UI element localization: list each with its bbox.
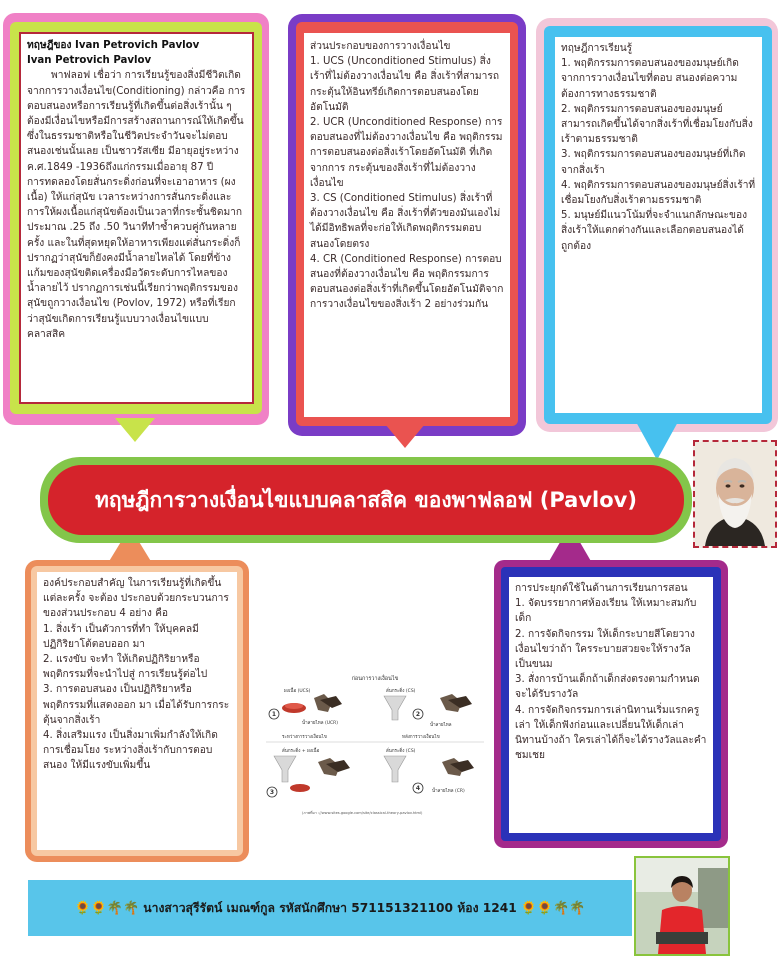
box4-item: 1. สิ่งเร้า เป็นตัวการที่ทำ ให้บุคคลมีปฏิกิริยาโต้ตอบออก มา [43, 623, 199, 650]
box3-item: 4. พฤติกรรมการตอบสนองของมนุษย์สิ่งเร้าที่เชื่อมโยงกับสิ่งเร้าตามธรรมชาติ [561, 179, 756, 207]
svg-text:4: 4 [415, 785, 421, 792]
diagram-panel-1 [269, 687, 342, 726]
box3-intro: ทฤษฎีการเรียนรู้ [561, 43, 633, 54]
student-photo [634, 856, 730, 956]
box5-item: 3. สั่งการบ้านเด็กถ้าเด็กส่งตรงตามกำหนดจะได้รับรางวัล [515, 674, 700, 701]
box3-learning-theory [555, 37, 762, 413]
student-photo-illustration [636, 858, 728, 954]
sunflower-palm-icons-right: 🌻🌻🌴🌴 [520, 900, 586, 916]
diagram-header: ก่อนการวางเงื่อนไข [351, 676, 399, 682]
box3-item: 2. พฤติกรรมการตอบสนองของมนุษย์สามารถเกิดขึ้นได้จากสิ่งเร้าที่เชื่อมโยงกับสิ่งเร้าตามธรรมชาติ [561, 103, 753, 146]
svg-text:3: 3 [269, 789, 275, 796]
box2-intro: ส่วนประกอบของการวางเงื่อนไข [310, 41, 451, 52]
diagram-panel-2 [384, 687, 472, 728]
box2-item: 2. UCR (Unconditioned Response) การตอบสนองที่ไม่ต้องวางเงื่อนไข คือ พฤติกรรมการตอบสนองต่อสิ่งเร้าโดยอัตโนมัติ ที่เกิดจากการ กระตุ้นของสิ่งเร้าที่ไม่ต้องวางเงื่อนไข [310, 117, 503, 189]
diagram-source: (ภาพที่มา ://www.sites.google.com/site/classical-theory-pavlov.html) [302, 811, 423, 815]
box3-item: 5. มนุษย์มีแนวโน้มที่จะจำแนกลักษณะของสิ่งเร้าให้แตกต่างกันและเลือกตอบสนองได้ถูกต้อง [561, 210, 748, 252]
diagram-sub-right: หลังการวางเงื่อนไข [402, 735, 440, 740]
diagram-label-ucr: น้ำลายไหล (UCR) [302, 721, 339, 726]
box1-pointer [115, 418, 155, 442]
diagram-label-ucs: ผงเนื้อ (UCS) [284, 689, 311, 694]
box3-pointer [635, 420, 679, 460]
box5-item: 4. การจัดกิจกรรมการเล่านิทานเริ่มแรกครูเล่า ให้เด็กฟังก่อนและเปลี่ยนให้เด็กเล่านิทานบ้างถ้า ใครเล่าได้ก็จะได้รางวัลและคำชมเชย [515, 704, 707, 762]
box4-item: 4. สิ่งเสริมแรง เป็นสิ่งมาเพิ่มกำลังให้เกิดการเชื่อมโยง ระหว่างสิ่งเร้ากับการตอบสนอง ให้มีแรงขับเพิ่มขึ้น [43, 730, 218, 772]
sunflower-palm-icons-left: 🌻🌻🌴🌴 [74, 900, 140, 916]
svg-text:1: 1 [271, 711, 277, 718]
diagram-label-cr2: น้ำลายไหล [430, 723, 452, 728]
diagram-label-cs: สั่นกระดิ่ง (CS) [386, 689, 416, 694]
box5-teaching-application [509, 577, 713, 833]
diagram-panel-3 [267, 747, 350, 797]
box1-line-b: Ivan Petrovich Pavlov [27, 55, 152, 67]
box3-item: 1. พฤติกรรมการตอบสนองของมนุษย์เกิดจากการวางเงื่อนไขที่ตอบ สนองต่อความต้องการทางธรรมชาติ [561, 58, 739, 100]
box5-item: 2. การจัดกิจกรรม ให้เด็กระบายสีโดยวางเงื่อนไขว่าถ้า ใครระบายสวยจะให้รางวัลเป็นขนม [515, 628, 695, 671]
diagram-label-cs-ucs: สั่นกระดิ่ง + ผงเนื้อ [282, 749, 320, 754]
box2-item: 4. CR (Conditioned Response) การตอบสนองที่ต้องวางเงื่อนไข คือ พฤติกรรมการตอบสนองต่อสิ่งเร้าที่เกิดขึ้นโดยอัตโนมัติจาก การวางเงื่อนไขของสิ่งเร้า 2 อย่างร่วมกัน [310, 253, 504, 311]
box2-item: 3. CS (Conditioned Stimulus) สิ่งเร้าที่ต้องวางเงื่อนไข คือ สิ่งเร้าที่ตัวของมันเองไม่ได้มีอิทธิพลที่จะก่อให้เกิดพฤติกรรมตอบสนองโดยตรง [310, 193, 501, 250]
conditioning-diagram-svg [262, 672, 488, 822]
box4-item: 3. การตอบสนอง เป็นปฏิกิริยาหรือพฤติกรรมที่แสดงออก มา เมื่อได้รับการกระตุ้นจากสิ่งเร้า [43, 684, 230, 726]
pavlov-portrait [693, 440, 777, 548]
box5-intro: การประยุกต์ใช้ในด้านการเรียนการสอน [515, 583, 688, 594]
pavlov-experiment-diagram [262, 672, 488, 822]
box4-learning-elements [37, 572, 237, 850]
diagram-panel-4 [384, 747, 474, 794]
diagram-label-cs-2: สั่นกระดิ่ง (CS) [386, 749, 416, 754]
box4-item: 2. แรงขับ จะทำ ให้เกิดปฏิกิริยาหรือพฤติกรรมที่จะนำไปสู่ การเรียนรู้ต่อไป [43, 654, 208, 681]
box3-item: 3. พฤติกรรมการตอบสนองของมนุษย์ที่เกิดจากสิ่งเร้า [561, 149, 746, 176]
box1-line-a: ทฤษฎีของ Ivan Petrovich Pavlov [27, 40, 200, 51]
box4-intro: องค์ประกอบสำคัญ ในการเรียนรู้ที่เกิดขึ้นแต่ละครั้ง จะต้อง ประกอบด้วยกระบวนการของส่วนประกอบ 4 อย่าง คือ [43, 578, 229, 620]
pavlov-portrait-illustration [695, 442, 775, 546]
box2-conditioning-components [304, 33, 510, 417]
box5-item: 1. จัดบรรยากาศห้องเรียน ให้เหมาะสมกับเด็ก [515, 598, 697, 625]
svg-text:2: 2 [415, 711, 421, 718]
box1-body2: การทดลองโดยสั่นกระดิ่งก่อนที่จะเอาอาหาร (ผงเนื้อ) ให้แก่สุนัข เวลาระหว่างการสั่นกระดิ่งและการให้ผงเนื้อแก่สุนัขต้องเป็นเวลาที่กระชั้นชิดมากประมาณ .25 ถึง .50 วินาทีทำซ้ำควบคู่กันหลายครั้ง และในที่สุดหยุดให้อาหารเพียงแต่สั่นกระดิ่งก็ปรากฏว่าสุนัขก็ยังคงมีน้ำลายไหลได้ โดยที่ข้างแก้มของสุนัขติดเครื่องมือวัดระดับการไหลของน้ำลายไว้ ปรากฏการเช่นนี้เรียกว่าพฤติกรรมของสุนัขถูกวางเงื่อนไข (Povlov, 1972) หรือที่เรียกว่าสุนัขเกิดการเรียนรู้แบบวางเงื่อนไขแบบคลาสสิค [27, 176, 243, 340]
student-info: นางสาวสุรีรัตน์ เมณฑ์กูล รหัสนักศึกษา 571151321100 ห้อง 1241 [143, 900, 517, 915]
box2-pointer [385, 424, 425, 448]
footer [28, 880, 632, 936]
page-title: ทฤษฎีการวางเงื่อนไขแบบคลาสสิค ของพาฟลอฟ (Pavlov) [95, 487, 637, 512]
diagram-label-cr: น้ำลายไหล (CR) [432, 789, 465, 794]
box1-body: พาฟลอฟ เชื่อว่า การเรียนรู้ของสิ่งมีชีวิตเกิดจากการวางเงื่อนไข(Conditioning) กล่าวคือ การตอบสนองหรือการเรียนรู้ที่เกิดขึ้นต่อสิ่งเร้านั้น ๆ ต้องมีเงื่อนไขหรือมีการสร้างสถานการณ์ให้เกิดขึ้น ซึ่งในธรรมชาติหรือในชีวิตประจำวันจะไม่ตอบสนองเช่นนั้นเลย เป็นชาวรัสเซีย มีอายุอยู่ระหว่าง ค.ศ.1849 -1936ถึงแก่กรรมเมื่ออายุ 87 ปี [27, 70, 246, 173]
diagram-sub-left: ระหว่างการวางเงื่อนไข [282, 735, 327, 740]
box2-item: 1. UCS (Unconditioned Stimulus) สิ่งเร้าที่ไม่ต้องวางเงื่อนไข คือ สิ่งเร้าที่สามารถกระตุ้นให้อินทรีย์เกิดการตอบสนองโดยอัตโนมัติ [310, 56, 499, 113]
box1-pavlov-bio [19, 32, 254, 404]
